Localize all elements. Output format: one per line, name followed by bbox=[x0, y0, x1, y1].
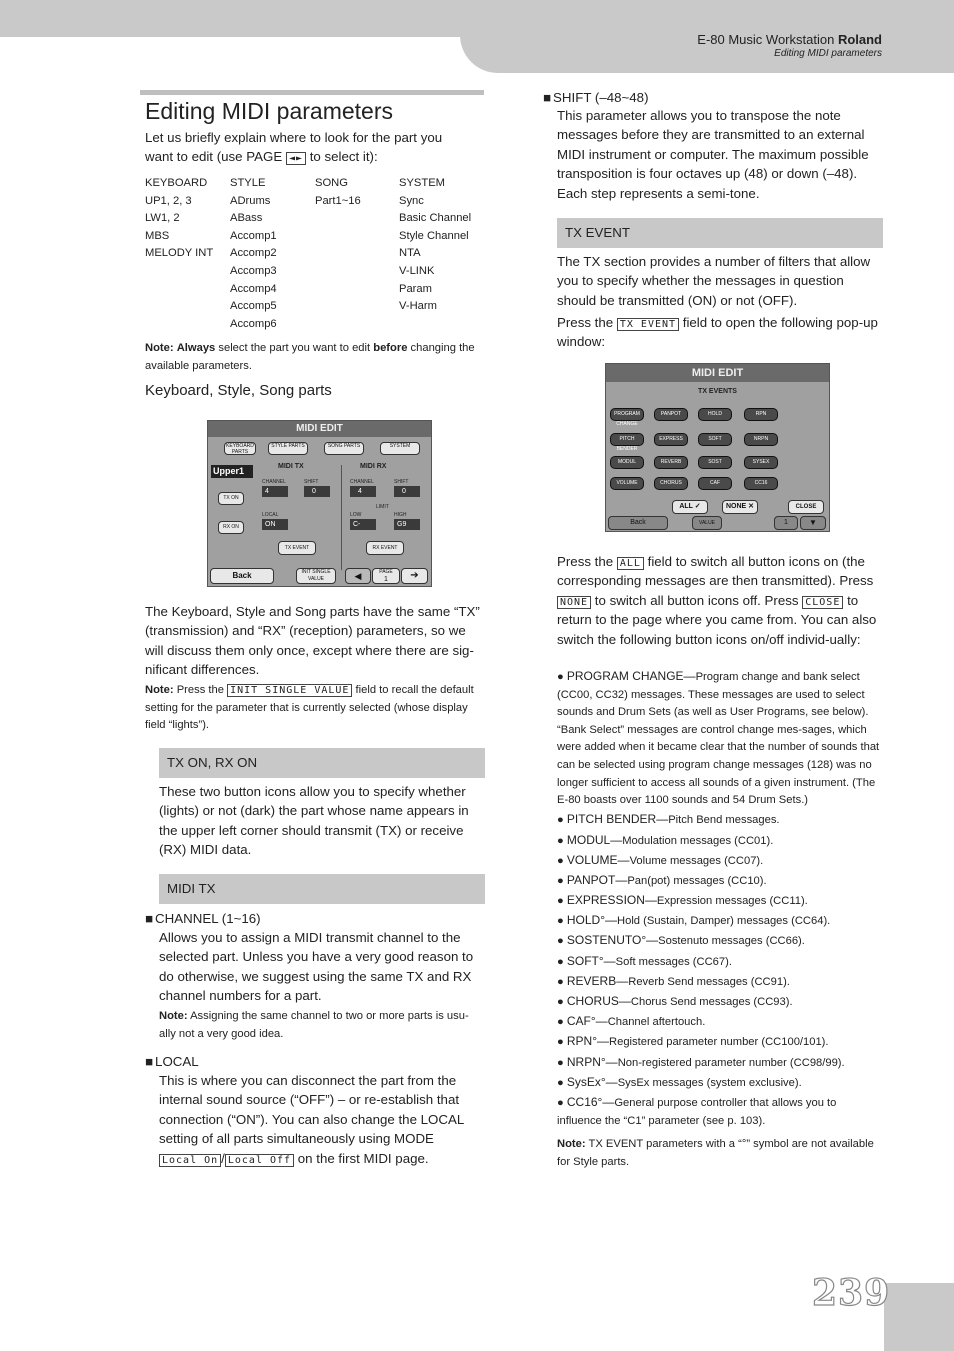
local-text bbox=[159, 1071, 485, 1168]
table-cell: Accomp2 bbox=[230, 247, 277, 260]
bullet-text: Pitch Bend messages. bbox=[668, 814, 780, 827]
note-label: Note: bbox=[159, 1010, 188, 1022]
table-col-system bbox=[399, 175, 471, 316]
event-toggle-button[interactable]: VOLUME bbox=[610, 477, 644, 490]
part-name: Upper1 bbox=[211, 465, 253, 478]
bullet-key: PANPOT— bbox=[566, 872, 628, 887]
bullet-dot-icon: ● bbox=[557, 975, 567, 988]
event-toggle-button[interactable]: CAF bbox=[698, 477, 732, 490]
bullet-key: CC16°— bbox=[566, 1094, 615, 1109]
bullet-dot-icon: ● bbox=[557, 895, 567, 908]
table-header: KEYBOARD bbox=[145, 177, 208, 189]
table-cell: Style Channel bbox=[399, 229, 469, 242]
event-bullet-item bbox=[557, 1094, 883, 1130]
event-toggle-button[interactable]: CHORUS bbox=[654, 477, 688, 490]
note-label: Note: bbox=[145, 342, 174, 354]
bullet-key: CHORUS— bbox=[566, 994, 631, 1009]
table-col-song bbox=[315, 175, 361, 210]
local-heading bbox=[145, 1052, 485, 1071]
bullet-key: RPN°— bbox=[566, 1034, 610, 1049]
note-text: select the part you want to edit bbox=[218, 342, 371, 354]
note-channel bbox=[159, 1008, 485, 1043]
table-cell: MBS bbox=[145, 229, 170, 242]
midi-tx-label: MIDI TX bbox=[278, 463, 304, 470]
bullet-key: SOSTENUTO°— bbox=[566, 933, 659, 948]
bullet-key: CAF°— bbox=[566, 1014, 608, 1029]
note-text: Assigning the same channel to two or more parts is usu-ally not a very good idea. bbox=[159, 1010, 469, 1040]
slash: / bbox=[221, 1150, 225, 1166]
local-text-body: This is where you can disconnect the part from the internal sound source (“OFF”) – or re-establish that connection (“ON”). You can also change the LOCAL setting of all parts simultaneously using MODE bbox=[159, 1073, 464, 1147]
midi-rx-label: MIDI RX bbox=[360, 463, 387, 470]
bullet-dot-icon: ● bbox=[557, 1096, 567, 1109]
event-bullet-item bbox=[557, 993, 883, 1012]
para-same-params: The Keyboard, Style and Song parts have the same “TX” (transmission) and “RX” (reception) parameters, so we will discuss them only once, except where there are sig-nificant differences. bbox=[145, 604, 480, 678]
text: to switch all button icons off. Press bbox=[594, 592, 799, 608]
bullet-text: Non-registered parameter number (CC98/99). bbox=[617, 1056, 845, 1069]
table-cell: MELODY INT bbox=[145, 247, 214, 260]
section-tx-on-rx-on: TX ON, RX ON bbox=[159, 748, 485, 778]
rx-event-button[interactable]: RX EVENT bbox=[366, 541, 404, 555]
bullet-key: VOLUME— bbox=[566, 852, 630, 867]
event-bullet-item bbox=[557, 892, 883, 911]
bullet-dot-icon: ● bbox=[557, 874, 567, 887]
event-toggle-button[interactable]: PITCH BENDER bbox=[610, 433, 644, 446]
channel-rx-value[interactable]: 4 bbox=[350, 486, 376, 497]
event-bullet-item bbox=[557, 1013, 883, 1032]
event-bullet-item bbox=[557, 811, 883, 830]
bullet-dot-icon: ● bbox=[557, 671, 567, 683]
note-init-single bbox=[145, 682, 485, 735]
event-bullet-item bbox=[557, 1074, 883, 1093]
channel-heading-text: CHANNEL (1~16) bbox=[155, 911, 261, 926]
page-label: PAGE bbox=[379, 569, 393, 575]
note-text: Press the bbox=[176, 684, 224, 696]
local-text-tail: on the first MIDI page. bbox=[297, 1150, 429, 1166]
event-bullet-item bbox=[557, 668, 883, 810]
local-value[interactable]: ON bbox=[262, 519, 288, 530]
bullet-dot-icon: ● bbox=[557, 814, 567, 827]
bullet-dot-icon: ● bbox=[557, 1056, 567, 1069]
page-right-arrow-icon[interactable]: ➔ bbox=[401, 568, 428, 584]
press-tx-event bbox=[557, 313, 883, 352]
shift-text: This parameter allows you to transpose the note messages before they are transmitted to an external MIDI instrument or computer. The maximum possible transposition is four octaves up (48) or down (–48). Each step represents a semi-tone. bbox=[557, 108, 869, 201]
shift-heading-text: SHIFT (–48~48) bbox=[553, 90, 649, 105]
page-indicator: 1 bbox=[774, 516, 798, 530]
page-number-box bbox=[884, 1283, 954, 1351]
init-single-value-button[interactable]: INIT SINGLE VALUE bbox=[296, 568, 336, 584]
bullet-dot-icon: ● bbox=[557, 854, 567, 867]
intro-text-2: want to edit (use PAGE bbox=[145, 149, 283, 165]
tx-event-button[interactable]: TX EVENT bbox=[278, 541, 316, 555]
event-bullet-item bbox=[557, 832, 883, 851]
event-toggle-button[interactable]: SYSEX bbox=[744, 456, 778, 469]
bullet-text: Reverb Send messages (CC91). bbox=[628, 975, 790, 988]
shift-tx-value[interactable]: 0 bbox=[304, 486, 330, 497]
table-cell: Sync bbox=[399, 194, 424, 207]
table-cell: V-Harm bbox=[399, 300, 437, 313]
note-text: TX EVENT parameters with a “°” symbol are not available for Style parts. bbox=[557, 1138, 874, 1168]
table-cell: V-LINK bbox=[399, 264, 435, 277]
bullet-text: Volume messages (CC07). bbox=[629, 854, 764, 867]
none-button[interactable]: NONE ✕ bbox=[722, 500, 758, 514]
bullet-key: NRPN°— bbox=[566, 1054, 618, 1069]
table-cell: Accomp1 bbox=[230, 229, 277, 242]
product-name: E-80 Music Workstation bbox=[697, 32, 835, 47]
para-tx-on: These two button icons allow you to specify whether (lights) or not (dark) the part whose name appears in the upper left corner should transmit (TX) or receive (RX) MIDI data. bbox=[159, 784, 469, 858]
channel-rx-label: CHANNEL bbox=[350, 479, 374, 485]
table-cell: Accomp5 bbox=[230, 300, 277, 313]
divider bbox=[341, 465, 342, 570]
event-bullet-item bbox=[557, 872, 883, 891]
bullet-key: SysEx°— bbox=[566, 1074, 618, 1089]
low-value[interactable]: C- bbox=[350, 519, 376, 530]
screen-title: MIDI EDIT bbox=[606, 364, 829, 382]
tx-on-button[interactable]: TX ON bbox=[218, 492, 244, 505]
bullet-text: Soft messages (CC67). bbox=[615, 955, 732, 968]
event-bullet-item bbox=[557, 1054, 883, 1073]
bullet-text: Registered parameter number (CC100/101). bbox=[609, 1036, 829, 1049]
table-header: SYSTEM bbox=[399, 177, 446, 189]
limit-label: LIMIT bbox=[376, 504, 389, 510]
shift-rx-label: SHIFT bbox=[394, 479, 409, 485]
midi-edit-screen bbox=[207, 420, 432, 587]
shift-heading bbox=[543, 88, 883, 107]
note-label: Note: bbox=[145, 684, 174, 696]
channel-text: Allows you to assign a MIDI transmit channel to the selected part. Unless you have a very good reason to do otherwise, we suggest using the same TX and RX channel numbers for a part. bbox=[159, 930, 474, 1004]
none-key: NONE bbox=[557, 596, 591, 609]
channel-tx-value[interactable]: 4 bbox=[262, 486, 288, 497]
bullet-key: PROGRAM CHANGE— bbox=[566, 669, 696, 683]
note-text: changing the available parameters. bbox=[145, 342, 475, 372]
intro-line-2 bbox=[145, 147, 485, 166]
event-bullet-item bbox=[557, 932, 883, 951]
back-button[interactable]: Back bbox=[210, 568, 274, 584]
none-label: NONE bbox=[725, 503, 747, 510]
event-toggle-button[interactable]: HOLD bbox=[698, 408, 732, 421]
bullet-key: PITCH BENDER— bbox=[566, 812, 669, 827]
close-key: CLOSE bbox=[802, 596, 843, 609]
event-toggle-button[interactable]: PANPOT bbox=[654, 408, 688, 421]
init-single-value-key: INIT SINGLE VALUE bbox=[227, 684, 352, 697]
table-header: SONG bbox=[315, 177, 348, 189]
page-right-arrow-icon[interactable]: ▼ bbox=[800, 516, 826, 530]
table-cell: Part1~16 bbox=[315, 194, 361, 207]
tab-song-parts[interactable]: SONG PARTS bbox=[324, 442, 364, 455]
table-cell: Accomp6 bbox=[230, 317, 277, 330]
title-rule bbox=[140, 90, 484, 95]
note-emph: Always bbox=[176, 342, 216, 354]
local-label: LOCAL bbox=[262, 512, 279, 518]
bullet-dot-icon: ● bbox=[557, 1076, 567, 1089]
press-text: Press the bbox=[557, 315, 614, 330]
bullet-text: Program change and bank select (CC00, CC32) messages. These messages are used to select sounds and Drum Sets (as well as User Programs, see below). “Bank Select” messages are control change mes-sages, which were added when it became clear that the number of sounds that can be selected using program change messages (128) was no longer sufficient to access all sounds of a given instrument. (The E-80 boasts over 1100 sounds and 54 Drum Sets.) bbox=[557, 671, 880, 807]
all-button[interactable]: ALL ✓ bbox=[672, 500, 708, 514]
low-label: LOW bbox=[350, 512, 362, 518]
bullet-text: Modulation messages (CC01). bbox=[622, 834, 774, 847]
event-bullet-item bbox=[557, 973, 883, 992]
bullet-dot-icon: ● bbox=[557, 996, 567, 1009]
all-label: ALL bbox=[679, 503, 693, 510]
event-toggle-button[interactable]: NRPN bbox=[744, 433, 778, 446]
subhead-parts: Keyboard, Style, Song parts bbox=[145, 382, 332, 399]
back-button[interactable]: Back bbox=[608, 516, 668, 530]
bullet-text: Hold (Sustain, Damper) messages (CC64). bbox=[617, 915, 831, 928]
event-bullet-item bbox=[557, 912, 883, 931]
bullet-key: EXPRESSION— bbox=[566, 893, 657, 908]
note-always bbox=[145, 340, 485, 375]
bullet-dot-icon: ● bbox=[557, 955, 567, 968]
close-button[interactable]: CLOSE bbox=[788, 500, 824, 514]
event-toggle-button[interactable]: EXPRESS bbox=[654, 433, 688, 446]
event-toggle-button[interactable]: SOFT bbox=[698, 433, 732, 446]
brand-name: Roland bbox=[837, 32, 882, 47]
bullet-key: SOFT°— bbox=[566, 953, 616, 968]
table-cell: Param bbox=[399, 282, 432, 295]
table-cell: Basic Channel bbox=[399, 212, 472, 225]
intro-line-1: Let us briefly explain where to look for the part you bbox=[145, 130, 443, 145]
page-left-arrow-icon[interactable]: ◀ bbox=[345, 568, 371, 584]
rx-on-button[interactable]: RX ON bbox=[218, 521, 244, 534]
press-text-2: field to open the following pop-up window: bbox=[557, 315, 878, 350]
channel-tx-label: CHANNEL bbox=[262, 479, 286, 485]
page-title: Editing MIDI parameters bbox=[145, 98, 393, 124]
bullet-dot-icon: ● bbox=[557, 915, 567, 928]
note-channel-text bbox=[159, 1008, 485, 1043]
high-value[interactable]: G9 bbox=[394, 519, 420, 530]
event-bullet-item bbox=[557, 953, 883, 972]
all-none-close-text bbox=[557, 552, 883, 649]
shift-tx-label: SHIFT bbox=[304, 479, 319, 485]
page-number: 239 bbox=[812, 1272, 891, 1314]
page-indicator bbox=[372, 568, 400, 584]
note-text: field to recall the default setting for the parameter that is currently selected (whose display field “lights”). bbox=[145, 684, 474, 732]
note-always-text bbox=[145, 340, 485, 375]
local-heading-text: LOCAL bbox=[155, 1054, 199, 1069]
table-cell: Accomp4 bbox=[230, 282, 277, 295]
note-style-parts bbox=[557, 1136, 883, 1171]
table-col-keyboard bbox=[145, 175, 213, 263]
event-toggle-button[interactable]: SOST bbox=[698, 456, 732, 469]
bullet-text: Pan(pot) messages (CC10). bbox=[627, 874, 767, 887]
high-label: HIGH bbox=[394, 512, 407, 518]
text: to return to the page where you came from. You can also switch the following button icons on/off individ-ually: bbox=[557, 592, 877, 647]
event-toggle-button[interactable]: REVERB bbox=[654, 456, 688, 469]
table-cell: ABass bbox=[230, 212, 263, 225]
intro bbox=[145, 128, 485, 167]
bullet-key: REVERB— bbox=[566, 973, 629, 988]
event-toggle-button[interactable]: RPN bbox=[744, 408, 778, 421]
section-tx-event: TX EVENT bbox=[557, 218, 883, 248]
table-cell: Accomp3 bbox=[230, 264, 277, 277]
tab-system[interactable]: SYSTEM bbox=[380, 442, 420, 455]
event-bullet-item bbox=[557, 1033, 883, 1052]
event-toggle-button[interactable]: MODUL bbox=[610, 456, 644, 469]
tx-events-screen bbox=[605, 363, 830, 532]
channel-heading bbox=[145, 909, 485, 928]
bullet-text: Channel aftertouch. bbox=[607, 1016, 706, 1029]
bullet-dot-icon: ● bbox=[557, 834, 567, 847]
table-cell: UP1, 2, 3 bbox=[145, 194, 192, 207]
event-bullet-item bbox=[557, 852, 883, 871]
event-toggle-button[interactable]: PROGRAM CHANGE bbox=[610, 408, 644, 421]
bullet-dot-icon: ● bbox=[557, 935, 567, 948]
intro-text-3: to select it): bbox=[309, 149, 378, 165]
tab-style-parts[interactable]: STYLE PARTS bbox=[268, 442, 308, 455]
page-key: ◄► bbox=[286, 152, 306, 165]
local-on-key: Local On bbox=[159, 1154, 221, 1167]
event-bullet-list bbox=[557, 668, 883, 1132]
value-button[interactable]: VALUE bbox=[692, 516, 722, 530]
note-label: Note: bbox=[557, 1138, 586, 1150]
note-emph: before bbox=[373, 342, 408, 354]
bullet-dot-icon: ● bbox=[557, 1016, 567, 1029]
all-key: ALL bbox=[617, 557, 644, 570]
table-header: STYLE bbox=[230, 177, 266, 189]
event-toggle-button[interactable]: CC16 bbox=[744, 477, 778, 490]
bullet-text: General purpose controller that allows you to influence the “C1” parameter (see p. 103). bbox=[557, 1096, 837, 1127]
header-title bbox=[697, 32, 882, 47]
bullet-dot-icon: ● bbox=[557, 1036, 567, 1049]
table-cell: NTA bbox=[399, 247, 421, 260]
tab-keyboard-parts[interactable]: KEYBOARD PARTS bbox=[224, 442, 256, 455]
bullet-text: Expression messages (CC11). bbox=[656, 895, 808, 908]
note-style-text bbox=[557, 1136, 883, 1171]
table-cell: ADrums bbox=[230, 194, 271, 207]
section-midi-tx: MIDI TX bbox=[159, 874, 485, 904]
note-init-text bbox=[145, 682, 485, 735]
text: Press the bbox=[557, 554, 614, 569]
bullet-text: Sostenuto messages (CC66). bbox=[658, 935, 805, 948]
bullet-key: MODUL— bbox=[566, 832, 623, 847]
screen-title: MIDI EDIT bbox=[208, 421, 431, 437]
tx-event-key: TX EVENT bbox=[617, 318, 679, 331]
bullet-text: SysEx messages (system exclusive). bbox=[617, 1076, 802, 1089]
bullet-key: HOLD°— bbox=[566, 913, 618, 928]
table-cell: LW1, 2 bbox=[145, 212, 180, 225]
screen-subtitle: TX EVENTS bbox=[698, 388, 737, 395]
local-off-key: Local Off bbox=[225, 1154, 294, 1167]
bullet-text: Chorus Send messages (CC93). bbox=[630, 996, 793, 1009]
table-col-style bbox=[230, 175, 277, 333]
page-value: 1 bbox=[384, 576, 388, 583]
text: field to switch all button icons on (the corresponding messages are then transmitted). Press bbox=[557, 554, 874, 589]
shift-rx-value[interactable]: 0 bbox=[394, 486, 420, 497]
header-section: Editing MIDI parameters bbox=[774, 48, 882, 59]
tx-event-text: The TX section provides a number of filters that allow you to specify whether the messages in question should be transmitted (ON) or not (OFF). bbox=[557, 254, 871, 308]
